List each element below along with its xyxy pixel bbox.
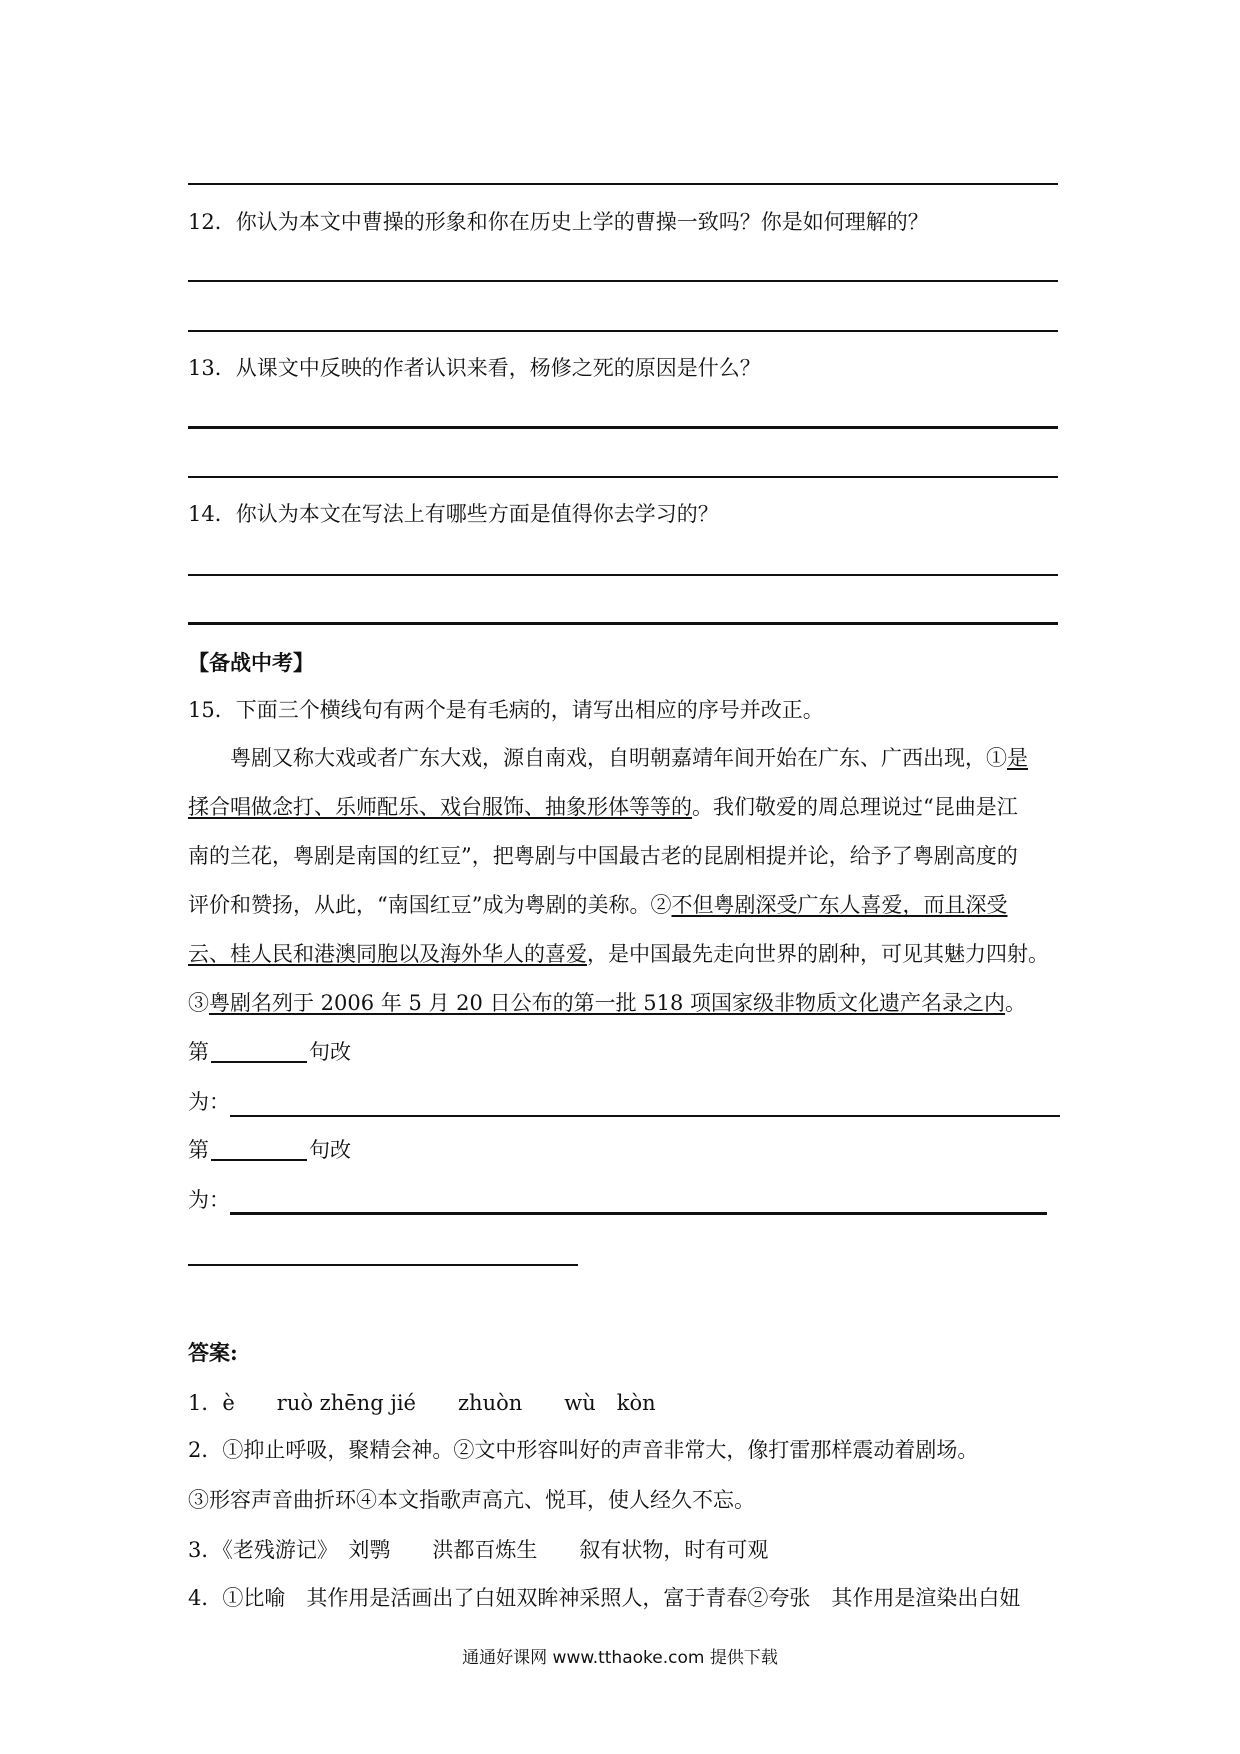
underlined-sentence-2: 云、桂人民和港澳同胞以及海外华人的喜爱 (188, 942, 587, 966)
passage-line (188, 944, 1058, 965)
fill-prefix: 第 (188, 1040, 209, 1064)
answer-1: 1．è ruò zhēng jié zhuòn wù kòn (188, 1391, 656, 1415)
fill-in-1 (188, 1042, 351, 1063)
answer-line (188, 183, 1058, 185)
answer-2-line-2: ③形容声音曲折环④本文指歌声高亢、悦耳，使人经久不忘。 (188, 1488, 755, 1512)
fill-prefix: 第 (188, 1138, 209, 1162)
fill-as-label-1: 为： (188, 1090, 230, 1114)
answer-3: 3．《老残游记》 刘鹗 洪都百炼生 叙有状物，时有可观 (188, 1538, 769, 1562)
answer-2-line-1: 2．①抑止呼吸，聚精会神。②文中形容叫好的声音非常大，像打雷那样震动着剧场。 (188, 1438, 979, 1462)
section-heading: 【备战中考】 (188, 650, 314, 675)
answer-line (188, 426, 1058, 429)
passage-line (188, 797, 1058, 818)
passage-text: ，是中国最先走向世界的剧种，可见其魅力四射。 (587, 942, 1049, 966)
answer-line (188, 330, 1058, 332)
passage-text: 粤剧又称大戏或者广东大戏，源自南戏，自明朝嘉靖年间开始在广东、广西出现，① (230, 746, 1007, 770)
passage-line (230, 748, 1060, 769)
answer-line (188, 280, 1058, 282)
passage-text: 评价和赞扬，从此，“南国红豆”成为粤剧的美称。② (188, 893, 672, 917)
underlined-sentence-1: 揉合唱做念打、乐师配乐、戏台服饰、抽象形体等等的 (188, 795, 692, 819)
question-12: 12．你认为本文中曹操的形象和你在历史上学的曹操一致吗？你是如何理解的？ (188, 210, 929, 234)
fill-suffix: 句改 (309, 1040, 351, 1064)
fill-as-label-2: 为： (188, 1188, 230, 1212)
underlined-sentence-1: 是 (1007, 746, 1028, 770)
passage-line (188, 895, 1058, 916)
passage-line (188, 846, 1058, 867)
correction-line-2[interactable] (230, 1212, 1047, 1215)
sentence-number-blank-1[interactable] (211, 1043, 307, 1063)
passage-text: 。我们敬爱的周总理说过“昆曲是江 (692, 795, 1018, 819)
passage-text: 。 (1005, 991, 1027, 1015)
answer-line (188, 476, 1058, 478)
answer-4: 4．①比喻 其作用是活画出了白妞双眸神采照人，富于青春②夸张 其作用是渲染出白妞 (188, 1586, 1021, 1610)
question-15: 15．下面三个横线句有两个是有毛病的，请写出相应的序号并改正。 (188, 698, 824, 722)
fill-suffix: 句改 (309, 1138, 351, 1162)
question-14: 14．你认为本文在写法上有哪些方面是值得你去学习的？ (188, 502, 719, 526)
answer-line (188, 574, 1058, 576)
correction-line-1[interactable] (230, 1115, 1060, 1117)
passage-text: ③ (188, 991, 209, 1015)
sentence-number-blank-2[interactable] (211, 1141, 307, 1161)
passage-line (188, 993, 1058, 1014)
footer-text: 通通好课网 www.tthaoke.com 提供下载 (462, 1648, 778, 1668)
answer-line (188, 622, 1058, 625)
underlined-sentence-3: 粤剧名列于 2006 年 5 月 20 日公布的第一批 518 项国家级非物质文化遗产名录之内 (209, 991, 1006, 1015)
correction-line-2-cont[interactable] (188, 1264, 578, 1266)
question-13: 13．从课文中反映的作者认识来看，杨修之死的原因是什么？ (188, 356, 761, 380)
underlined-sentence-2: 不但粤剧深受广东人喜爱，而且深受 (671, 893, 1008, 917)
answers-heading: 答案: (188, 1340, 238, 1365)
fill-in-2 (188, 1140, 351, 1161)
passage-text: 南的兰花，粤剧是南国的红豆”，把粤剧与中国最古老的昆剧相提并论，给予了粤剧高度的 (188, 844, 1018, 868)
